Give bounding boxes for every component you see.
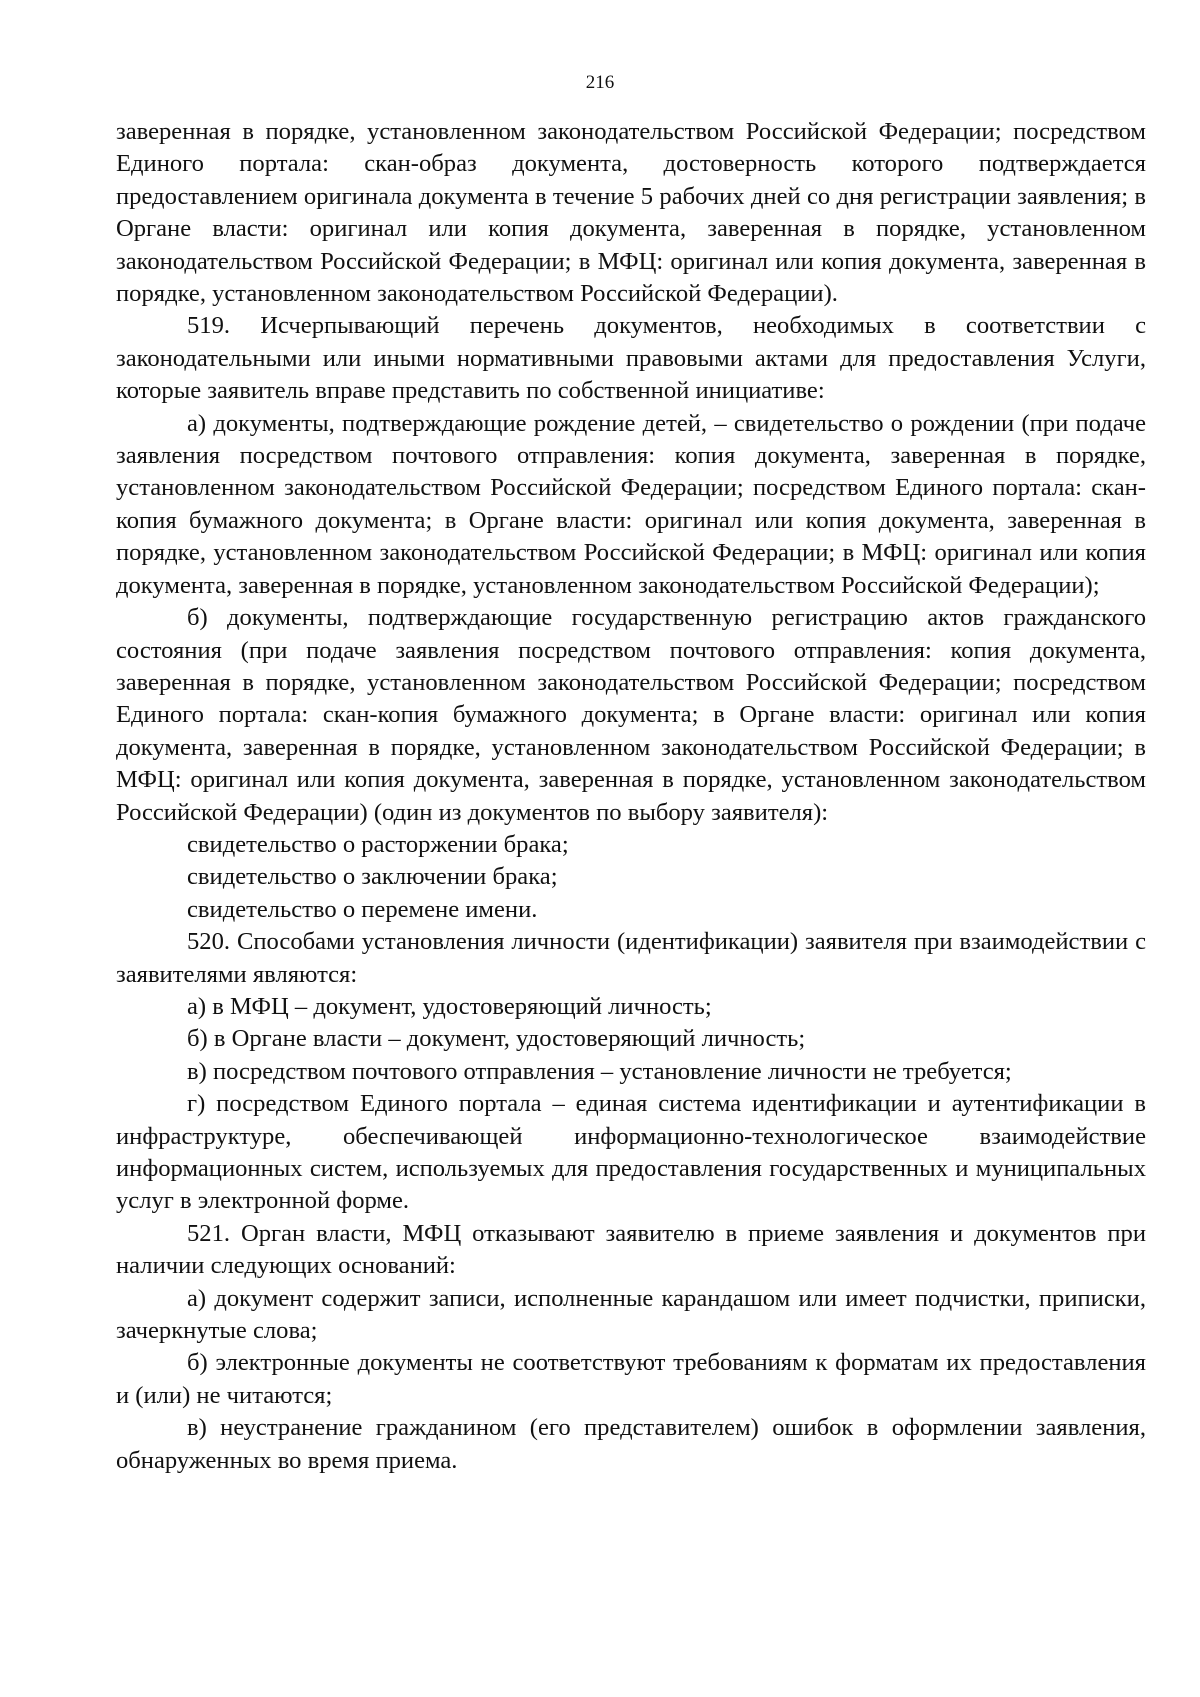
- paragraph-521-a: а) документ содержит записи, исполненные карандашом или имеет подчистки, приписки, зачеркнутые слова;: [116, 1284, 1146, 1345]
- paragraph-521: 521. Орган власти, МФЦ отказывают заявителю в приеме заявления и документов при наличии следующих оснований:: [116, 1219, 1146, 1280]
- paragraph-520-a: а) в МФЦ – документ, удостоверяющий личность;: [187, 992, 712, 1020]
- list-item-name-change-certificate: свидетельство о перемене имени.: [187, 895, 538, 923]
- paragraph-520-b: б) в Органе власти – документ, удостоверяющий личность;: [187, 1025, 806, 1053]
- paragraph-520-v: в) посредством почтового отправления – установление личности не требуется;: [187, 1057, 1012, 1085]
- paragraph-519: 519. Исчерпывающий перечень документов, необходимых в соответствии с законодательными или иными нормативными правовыми актами для предоставления Услуги, которые заявитель вправе представить по собственной инициативе:: [116, 312, 1146, 405]
- paragraph-519-a: а) документы, подтверждающие рождение детей, – свидетельство о рождении (при подаче заявления посредством почтового отправления: копия документа, заверенная в порядке, установленном законодательством Российской Федерации; посредством Единого портала: скан-копия бумажного документа; в Органе власти: оригинал или копия документа, заверенная в порядке, установленном законодательством Российской Федерации; в МФЦ: оригинал или копия документа, заверенная в порядке, установленном законодательством Российской Федерации);: [116, 409, 1146, 599]
- paragraph-520-g: г) посредством Единого портала – единая система идентификации и аутентификации в инфраструктуре, обеспечивающей информационно-технологическое взаимодействие информационных систем, используемых для предоставления государственных и муниципальных услуг в электронной форме.: [116, 1090, 1146, 1215]
- document-body: [116, 116, 1146, 1477]
- paragraph-520: 520. Способами установления личности (идентификации) заявителя при взаимодействии с заявителями являются:: [116, 928, 1146, 988]
- paragraph-521-v: в) неустранение гражданином (его представителем) ошибок в оформлении заявления, обнаруженных во время приема.: [116, 1414, 1146, 1474]
- list-item-marriage-certificate: свидетельство о заключении брака;: [187, 863, 558, 891]
- list-item-divorce-certificate: свидетельство о расторжении брака;: [187, 830, 569, 858]
- paragraph-continuation: заверенная в порядке, установленном законодательством Российской Федерации; посредством Единого портала: скан-образ документа, достоверность которого подтверждается предоставлением оригинала документа в течение 5 рабочих дней со дня регистрации заявления; в Органе власти: оригинал или копия документа, заверенная в порядке, установленном законодательством Российской Федерации; в МФЦ: оригинал или копия документа, заверенная в порядке, установленном законодательством Российской Федерации).: [116, 118, 1146, 308]
- paragraph-519-b: б) документы, подтверждающие государственную регистрацию актов гражданского состояния (при подаче заявления посредством почтового отправления: копия документа, заверенная в порядке, установленном законодательством Российской Федерации; посредством Единого портала: скан-копия бумажного документа; в Органе власти: оригинал или копия документа, заверенная в порядке, установленном законодательством Российской Федерации; в МФЦ: оригинал или копия документа, заверенная в порядке, установленном законодательством Российской Федерации) (один из документов по выбору заявителя):: [116, 604, 1146, 826]
- page-number: 216: [585, 72, 615, 93]
- paragraph-521-b: б) электронные документы не соответствуют требованиям к форматам их предоставления и (или) не читаются;: [116, 1349, 1146, 1409]
